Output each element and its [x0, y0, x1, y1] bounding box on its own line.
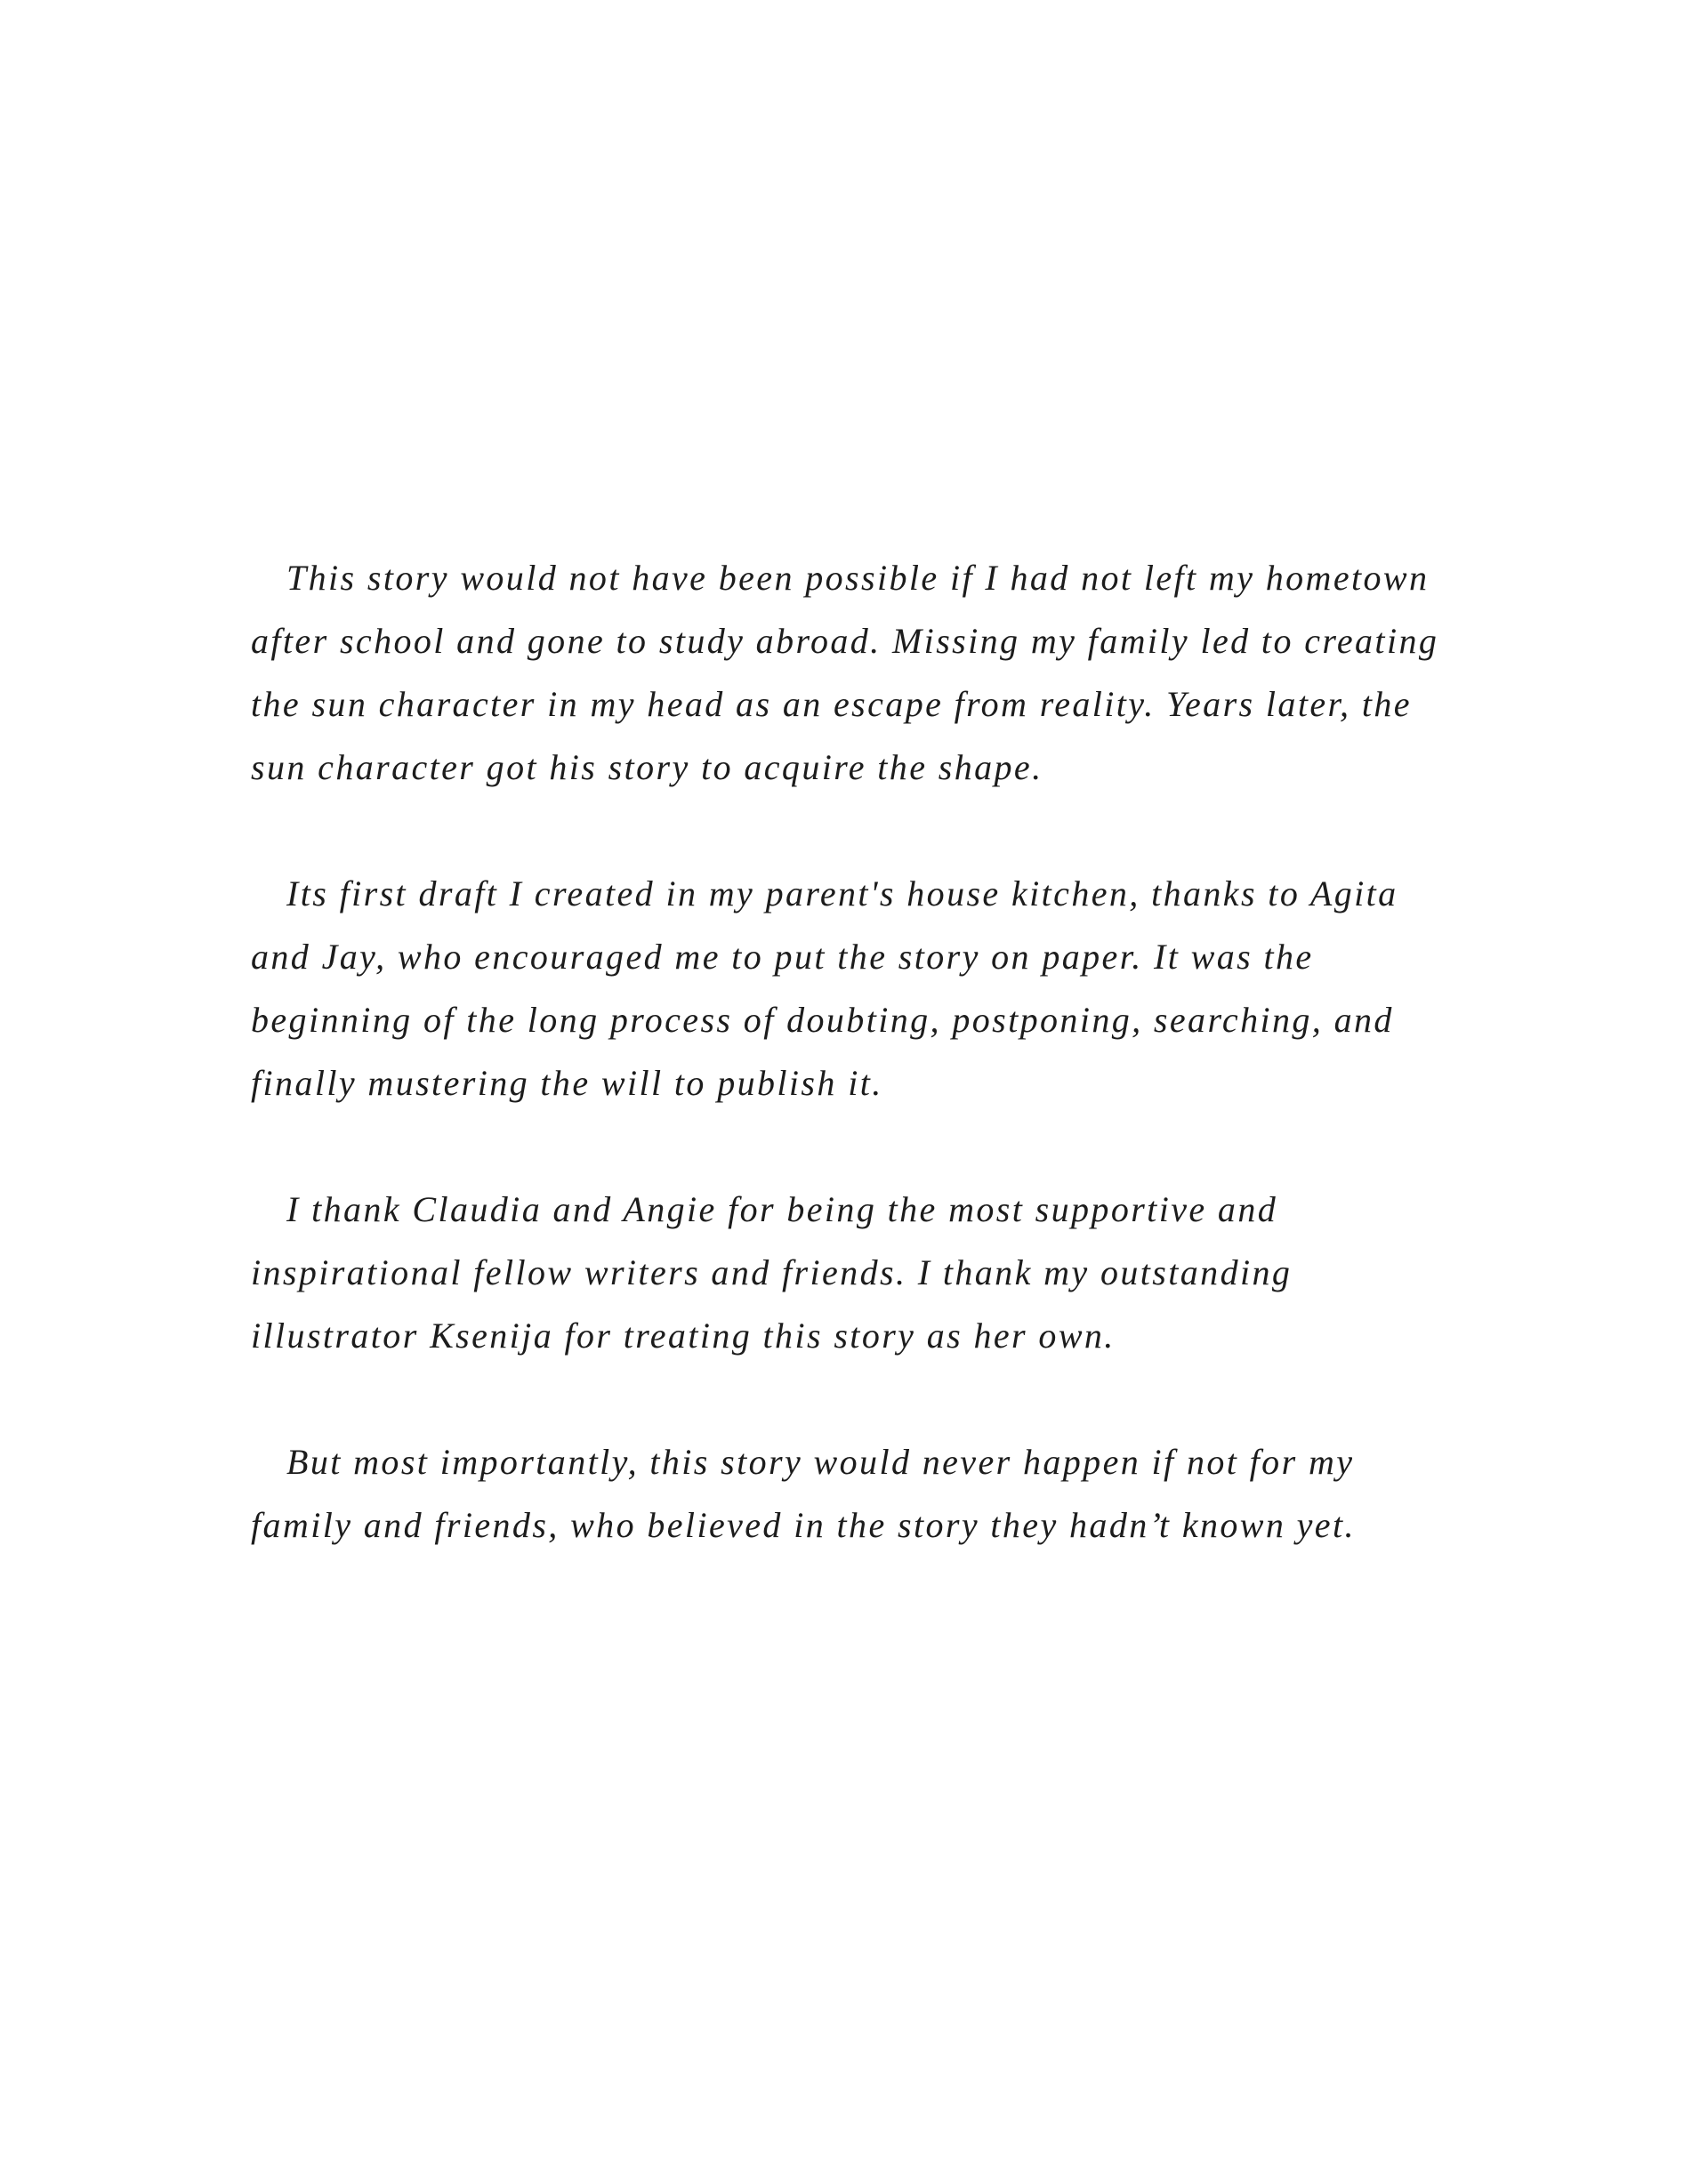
paragraph-thanks: I thank Claudia and Angie for being the most supportive and inspirational fellow writers and friends. I thank my outstanding illustrator Ksenija for treating this story as her own.: [251, 1189, 1293, 1356]
paragraph-hometown: This story would not have been possible if I had not left my hometown after school and gone to study abroad. Missing my family led to creating the sun character in my head as an escape from reality. Years later, the sun character got his story to acquire the shape.: [251, 558, 1439, 787]
acknowledgements-text: [251, 546, 1550, 1557]
paragraph-first-draft: Its first draft I created in my parent's house kitchen, thanks to Agita and Jay, who encouraged me to put the story on paper. It was the beginning of the long process of doubting, postponing, searching, and finally mustering the will to publish it.: [251, 873, 1398, 1103]
paragraph-family-friends: But most importantly, this story would never happen if not for my family and friends, who believed in the story they hadn’t known yet.: [251, 1442, 1356, 1545]
